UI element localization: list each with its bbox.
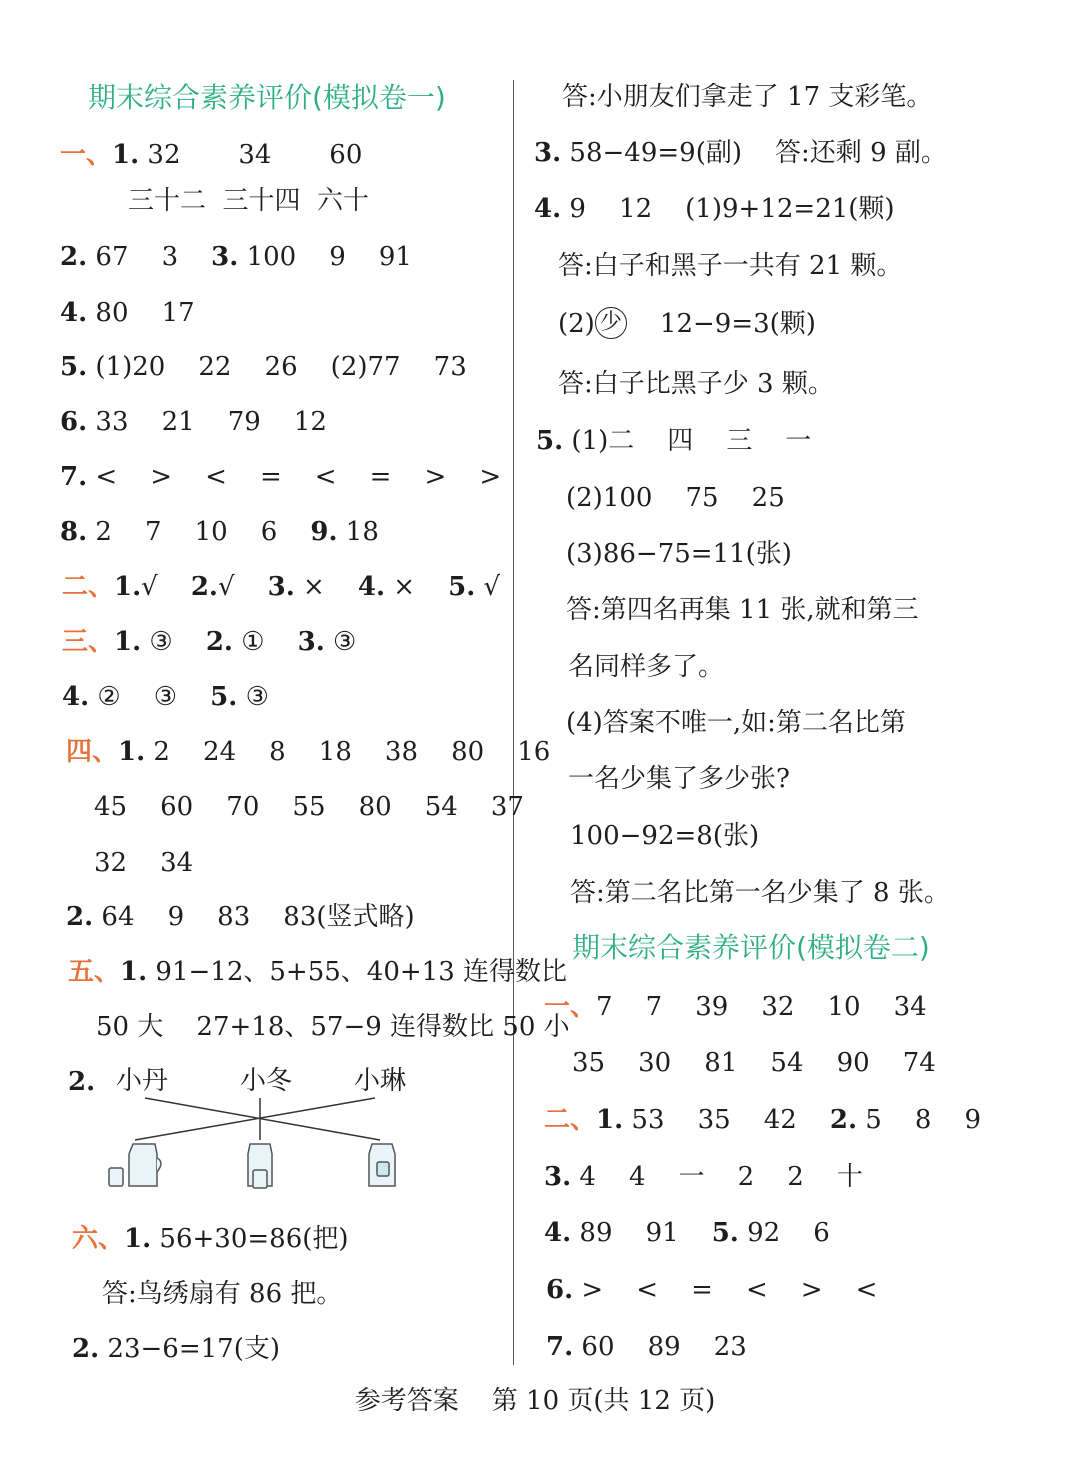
answer-line — [536, 424, 811, 458]
answer-text: 5 8 9 — [857, 1105, 982, 1135]
question-number: 6. — [546, 1275, 574, 1305]
answer-line — [60, 515, 379, 549]
exam-title-2: 期末综合素养评价(模拟卷二) — [572, 931, 930, 964]
question-number: 5. — [536, 426, 564, 456]
question-number: 5. — [210, 682, 238, 712]
answer-text: < > < = < = > > — [87, 462, 502, 492]
question-number: 9. — [310, 517, 338, 547]
question-number: 8. — [60, 517, 88, 547]
answer-text: 32 34 — [94, 848, 194, 878]
answer-text: 一名少集了多少张? — [568, 764, 790, 794]
section-marker: 三、 — [62, 627, 115, 657]
answer-line — [572, 1046, 936, 1080]
answer-text: 89 91 — [571, 1218, 712, 1248]
answer-line — [60, 405, 327, 439]
answer-line — [60, 296, 195, 330]
answer-line — [558, 307, 816, 341]
answer-text: > < = < > < — [573, 1275, 878, 1305]
answer-text: √ — [475, 572, 501, 602]
answer-text: × — [385, 572, 449, 602]
match-line — [145, 1098, 380, 1140]
page-footer: 参考答案 第 10 页(共 12 页) — [354, 1386, 716, 1416]
answer-line — [60, 350, 467, 384]
answer-line — [570, 876, 950, 910]
question-number: 4. — [534, 194, 562, 224]
answer-line — [94, 846, 193, 880]
question-number: 1. — [114, 627, 142, 657]
answer-text: ① — [232, 627, 298, 657]
answer-line — [94, 790, 524, 824]
question-number: 5. — [448, 572, 476, 602]
answer-text: 4 4 一 2 2 十 — [571, 1162, 863, 1192]
answer-line — [570, 819, 759, 853]
section-marker: 二、 — [62, 572, 115, 602]
answer-text: 91−12、5+55、40+13 连得数比 — [147, 957, 568, 987]
column-divider — [513, 80, 514, 1365]
answer-text: × — [294, 572, 358, 602]
answer-text: ② ③ — [89, 682, 211, 712]
answer-line — [544, 1103, 981, 1137]
answer-line — [102, 1277, 342, 1311]
section-marker: 四、 — [66, 737, 119, 767]
answer-text: √ — [141, 572, 191, 602]
answer-text: 92 6 — [738, 1218, 830, 1248]
answer-text: 2 24 8 18 38 80 16 — [145, 737, 551, 767]
exam-title-1: 期末综合素养评价(模拟卷一) — [88, 81, 446, 114]
answer-text: 53 35 42 — [623, 1105, 830, 1135]
circled-answer: 少 — [595, 307, 627, 339]
answer-line — [566, 481, 785, 515]
answer-text: 答:鸟绣扇有 86 把。 — [102, 1279, 343, 1309]
answer-line — [534, 136, 947, 170]
question-number: 1. — [596, 1105, 624, 1135]
question-number: 2. — [205, 627, 233, 657]
answer-text: 100 9 91 — [238, 242, 412, 272]
answer-text: 58−49=9(副) 答:还剩 9 副。 — [561, 138, 947, 168]
answer-text: 答:第四名再集 11 张,就和第三 — [566, 595, 919, 625]
answer-line — [534, 192, 895, 226]
answer-line — [66, 900, 415, 934]
answer-line — [72, 1332, 280, 1366]
question-number: 3. — [544, 1162, 572, 1192]
answer-line — [558, 249, 902, 283]
answer-text: 80 17 — [87, 298, 195, 328]
answer-line — [62, 625, 356, 659]
answer-text: 答:白子和黑子一共有 21 颗。 — [558, 251, 903, 281]
question-number: 6. — [60, 407, 88, 437]
answer-text: ③ — [237, 682, 269, 712]
matching-diagram — [95, 1062, 415, 1197]
question-number: 4. — [60, 298, 88, 328]
answer-text: (1)二 四 三 一 — [563, 426, 812, 456]
answer-text: 64 9 83 83(竖式略) — [93, 902, 415, 932]
answer-text: 答:第二名比第一名少集了 8 张。 — [570, 878, 950, 908]
answer-line — [558, 367, 834, 401]
name-label-xiaolin: 小琳 — [354, 1066, 407, 1096]
answer-text: (1)20 22 26 (2)77 73 — [87, 352, 467, 382]
answer-line — [60, 240, 412, 274]
question-number: 2. — [72, 1334, 100, 1364]
answer-line — [568, 650, 724, 684]
answer-line — [544, 1216, 830, 1250]
question-number: 1. — [120, 957, 148, 987]
question-number: 3. — [211, 242, 239, 272]
answer-line — [60, 138, 362, 172]
section-marker: 五、 — [68, 957, 121, 987]
answer-text: 答:白子比黑子少 3 颗。 — [558, 369, 834, 399]
answer-text: 67 3 — [87, 242, 212, 272]
answer-line — [68, 955, 567, 989]
question-number: 1. — [112, 140, 140, 170]
answer-line — [546, 1273, 877, 1307]
answer-text: (2) — [558, 309, 595, 339]
answer-text: 18 — [337, 517, 379, 547]
question-number: 2. — [66, 902, 94, 932]
question-number: 3. — [267, 572, 295, 602]
answer-text: 7 7 39 32 10 34 — [596, 992, 927, 1022]
answer-text: ③ — [324, 627, 357, 657]
pitcher-with-cup-icon — [248, 1144, 272, 1188]
answer-text: √ — [217, 572, 268, 602]
answer-line — [568, 762, 790, 796]
section-marker: 二、 — [544, 1105, 597, 1135]
answer-text: 56+30=86(把) — [151, 1224, 349, 1254]
answer-text: 33 21 79 12 — [87, 407, 327, 437]
pitcher-with-cup-icon — [109, 1144, 161, 1186]
question-number: 1. — [124, 1224, 152, 1254]
answer-text: (3)86−75=11(张) — [566, 539, 792, 569]
answer-line — [62, 570, 500, 604]
answer-text: 35 30 81 54 90 74 — [572, 1048, 936, 1078]
pitcher-icon — [369, 1144, 395, 1186]
answer-text: 60 89 23 — [573, 1332, 747, 1362]
question-number: 4. — [544, 1218, 572, 1248]
name-label-xiaodan: 小丹 — [116, 1066, 169, 1096]
question-number: 7. — [60, 462, 88, 492]
question-number: 2. — [190, 572, 218, 602]
answer-text: 23−6=17(支) — [99, 1334, 280, 1364]
question-number: 3. — [534, 138, 562, 168]
answer-text: 2 7 10 6 — [87, 517, 311, 547]
answer-line — [544, 1160, 863, 1194]
answer-text: 50 大 27+18、57−9 连得数比 50 小 — [96, 1012, 570, 1042]
answer-line — [96, 1010, 570, 1044]
section-marker: 一、 — [544, 992, 597, 1022]
answer-text: 三十二 三十四 六十 — [128, 186, 370, 216]
match-line — [135, 1098, 375, 1140]
answer-text: 12−9=3(颗) — [626, 309, 816, 339]
answer-text: (2)100 75 25 — [566, 483, 785, 513]
answer-line — [566, 706, 906, 740]
answer-text: ③ — [141, 627, 206, 657]
question-number: 5. — [60, 352, 88, 382]
answer-text: 100−92=8(张) — [570, 821, 760, 851]
answer-text: 答:小朋友们拿走了 17 支彩笔。 — [562, 82, 933, 112]
question-number: 4. — [357, 572, 386, 602]
answer-line — [128, 184, 369, 218]
answer-line — [566, 537, 792, 571]
section-marker: 一、 — [60, 140, 113, 170]
question-number: 2. — [60, 242, 88, 272]
question-number: 7. — [546, 1332, 574, 1362]
answer-line — [62, 680, 269, 714]
question-number: 1. — [114, 572, 142, 602]
answer-line — [544, 990, 927, 1024]
answer-text: 45 60 70 55 80 54 37 — [94, 792, 524, 822]
answer-line — [72, 1222, 349, 1256]
answer-line — [562, 80, 932, 114]
question-number: 3. — [297, 627, 325, 657]
question-number: 2. — [68, 1067, 96, 1097]
question-number: 1. — [118, 737, 146, 767]
section-marker: 六、 — [72, 1224, 125, 1254]
answer-line — [546, 1330, 747, 1364]
answer-line — [566, 593, 919, 627]
answer-text: (4)答案不唯一,如:第二名比第 — [566, 708, 906, 738]
question-number: 2. — [829, 1105, 858, 1135]
question-number: 5. — [711, 1218, 739, 1248]
answer-line — [66, 735, 550, 769]
question-number: 4. — [62, 682, 90, 712]
answer-text: 名同样多了。 — [568, 652, 725, 682]
answer-text: 9 12 (1)9+12=21(颗) — [561, 194, 895, 224]
answer-text: 32 34 60 — [139, 140, 363, 170]
name-label-xiaodong: 小冬 — [240, 1066, 293, 1096]
answer-line — [60, 460, 501, 494]
